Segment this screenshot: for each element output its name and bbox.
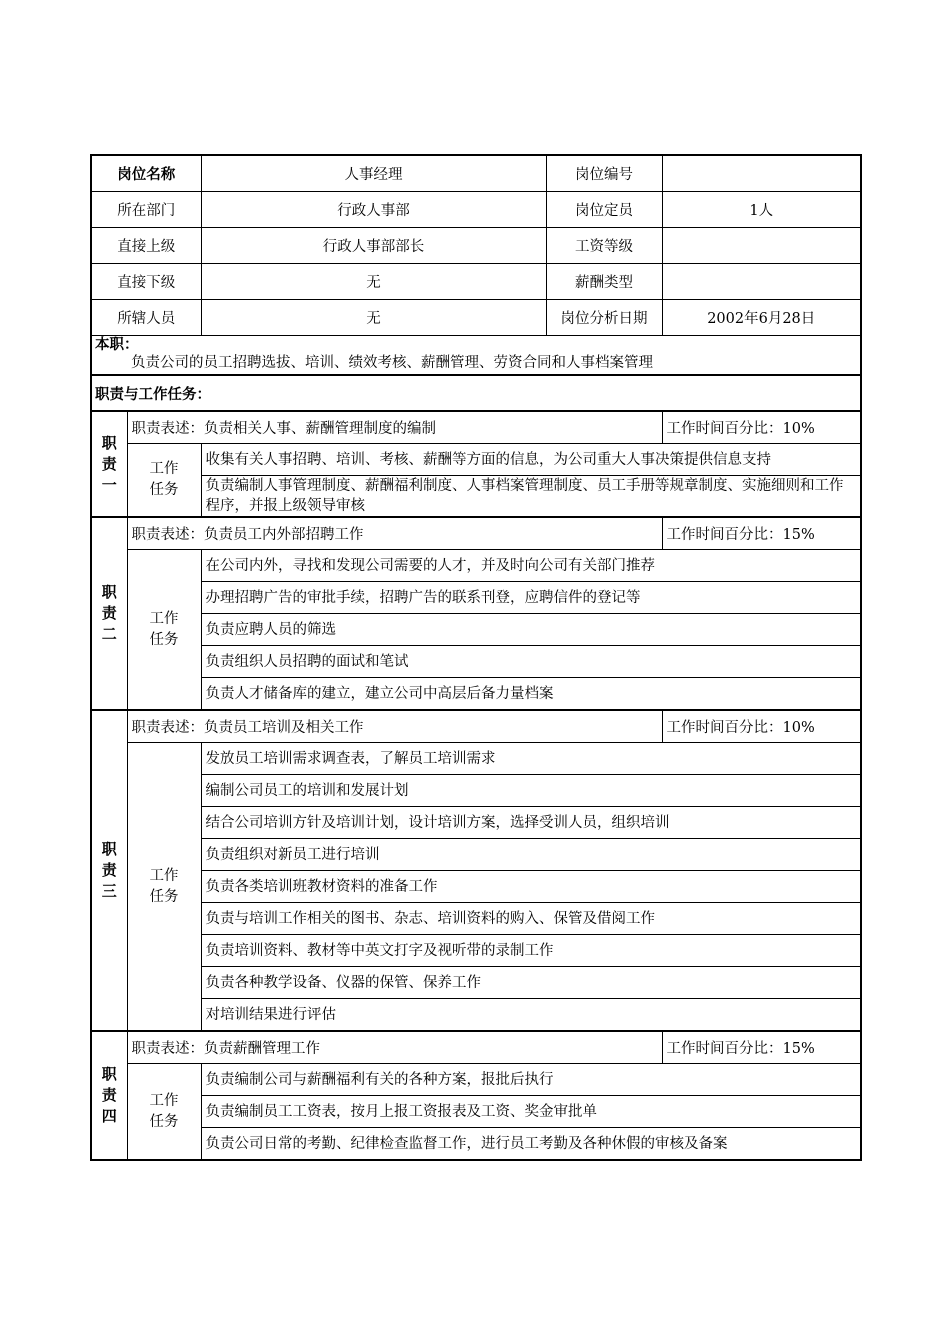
duty-label [91, 710, 127, 1031]
info-label: 岗位名称 [91, 155, 201, 192]
duties-title: 职责与工作任务： [91, 375, 861, 411]
duty-label-char: 责 [101, 604, 117, 622]
task-row [91, 807, 861, 839]
info-value: 无 [201, 300, 546, 336]
task-row [91, 444, 861, 476]
task-item: 负责组织人员招聘的面试和笔试 [201, 646, 861, 678]
job-description-sheet [90, 154, 860, 1161]
duty-percent: 工作时间百分比：15% [662, 517, 861, 550]
task-item: 收集有关人事招聘、培训、考核、薪酬等方面的信息，为公司重大人事决策提供信息支持 [201, 444, 861, 476]
task-row [91, 614, 861, 646]
task-item: 负责编制人事管理制度、薪酬福利制度、人事档案管理制度、员工手册等规章制度、实施细则和工作程序，并报上级领导审核 [201, 476, 861, 518]
task-row [91, 646, 861, 678]
task-row [91, 903, 861, 935]
duty-description: 职责表述：负责相关人事、薪酬管理制度的编制 [127, 411, 662, 444]
task-row [91, 743, 861, 775]
summary-cell [91, 336, 861, 376]
info-row [91, 300, 861, 336]
duty-description-row [91, 411, 861, 444]
task-item: 负责编制公司与薪酬福利有关的各种方案，报批后执行 [201, 1064, 861, 1096]
duty-label-char: 责 [101, 454, 117, 473]
task-item: 负责编制员工工资表，按月上报工资报表及工资、奖金审批单 [201, 1096, 861, 1128]
task-item: 负责公司日常的考勤、纪律检查监督工作，进行员工考勤及各种休假的审核及备案 [201, 1128, 861, 1161]
info-value [662, 264, 861, 300]
info-value: 2002年6月28日 [662, 300, 861, 336]
task-row [91, 967, 861, 999]
info-label: 岗位编号 [546, 155, 662, 192]
info-label: 薪酬类型 [546, 264, 662, 300]
task-label [127, 550, 201, 711]
task-label-line: 任务 [149, 482, 179, 498]
job-info-table [90, 154, 862, 1161]
task-item: 负责人才储备库的建立，建立公司中高层后备力量档案 [201, 678, 861, 711]
task-item: 负责应聘人员的筛选 [201, 614, 861, 646]
summary-title: 本职： [95, 337, 139, 353]
task-row [91, 1064, 861, 1096]
duty-description: 职责表述：负责员工培训及相关工作 [127, 710, 662, 743]
task-item: 发放员工培训需求调查表，了解员工培训需求 [201, 743, 861, 775]
duty-label-char: 职 [101, 1065, 117, 1083]
duty-label-char: 责 [101, 1086, 117, 1104]
info-label: 直接上级 [91, 228, 201, 264]
task-row [91, 550, 861, 582]
task-item: 在公司内外，寻找和发现公司需要的人才，并及时向公司有关部门推荐 [201, 550, 861, 582]
task-item: 负责与培训工作相关的图书、杂志、培训资料的购入、保管及借阅工作 [201, 903, 861, 935]
task-row [91, 775, 861, 807]
duty-label-char: 职 [101, 433, 117, 452]
info-row [91, 155, 861, 192]
duty-label-char: 三 [101, 882, 117, 900]
task-label-line: 任务 [149, 888, 179, 905]
task-label-line: 工作 [149, 461, 179, 477]
task-row [91, 1128, 861, 1161]
duty-description-row [91, 517, 861, 550]
duty-description-row [91, 1031, 861, 1064]
task-label-line: 任务 [149, 631, 179, 648]
task-row [91, 935, 861, 967]
info-label: 工资等级 [546, 228, 662, 264]
info-value: 行政人事部部长 [201, 228, 546, 264]
info-value: 1人 [662, 192, 861, 228]
info-row [91, 228, 861, 264]
task-item: 编制公司员工的培训和发展计划 [201, 775, 861, 807]
duty-label [91, 517, 127, 710]
duty-percent: 工作时间百分比：10% [662, 411, 861, 444]
task-item: 负责各类培训班教材资料的准备工作 [201, 871, 861, 903]
info-label: 岗位分析日期 [546, 300, 662, 336]
duty-label-char: 职 [101, 583, 117, 601]
task-row [91, 582, 861, 614]
task-item: 负责培训资料、教材等中英文打字及视听带的录制工作 [201, 935, 861, 967]
task-row [91, 476, 861, 518]
info-value [662, 155, 861, 192]
task-row [91, 1096, 861, 1128]
duty-description: 职责表述：负责员工内外部招聘工作 [127, 517, 662, 550]
duty-description-row [91, 710, 861, 743]
task-row [91, 871, 861, 903]
task-row [91, 999, 861, 1032]
info-value: 无 [201, 264, 546, 300]
duty-label-char: 一 [101, 475, 117, 494]
duty-label-char: 职 [101, 840, 117, 858]
duty-label [91, 411, 127, 517]
duty-percent: 工作时间百分比：10% [662, 710, 861, 743]
task-item: 办理招聘广告的审批手续，招聘广告的联系刊登，应聘信件的登记等 [201, 582, 861, 614]
duty-label [91, 1031, 127, 1160]
task-item: 负责组织对新员工进行培训 [201, 839, 861, 871]
task-label [127, 743, 201, 1032]
task-row [91, 839, 861, 871]
task-label-line: 任务 [149, 1113, 179, 1130]
info-label: 岗位定员 [546, 192, 662, 228]
duty-label-char: 四 [101, 1107, 117, 1125]
info-value: 行政人事部 [201, 192, 546, 228]
duty-percent: 工作时间百分比：15% [662, 1031, 861, 1064]
task-row [91, 678, 861, 711]
duty-label-char: 二 [101, 625, 117, 643]
info-value [662, 228, 861, 264]
duties-title-row [91, 375, 861, 411]
task-label-line: 工作 [149, 867, 179, 884]
summary-text: 负责公司的员工招聘选拔、培训、绩效考核、薪酬管理、劳资合同和人事档案管理 [131, 355, 653, 371]
task-item: 对培训结果进行评估 [201, 999, 861, 1032]
info-row [91, 264, 861, 300]
task-label [127, 1064, 201, 1161]
task-label-line: 工作 [149, 610, 179, 627]
task-label [127, 444, 201, 518]
task-item: 结合公司培训方针及培训计划，设计培训方案，选择受训人员，组织培训 [201, 807, 861, 839]
info-label: 所辖人员 [91, 300, 201, 336]
info-label: 所在部门 [91, 192, 201, 228]
info-label: 直接下级 [91, 264, 201, 300]
info-value: 人事经理 [201, 155, 546, 192]
duty-label-char: 责 [101, 861, 117, 879]
summary-row [91, 336, 861, 376]
info-row [91, 192, 861, 228]
task-label-line: 工作 [149, 1092, 179, 1109]
task-item: 负责各种教学设备、仪器的保管、保养工作 [201, 967, 861, 999]
duty-description: 职责表述：负责薪酬管理工作 [127, 1031, 662, 1064]
